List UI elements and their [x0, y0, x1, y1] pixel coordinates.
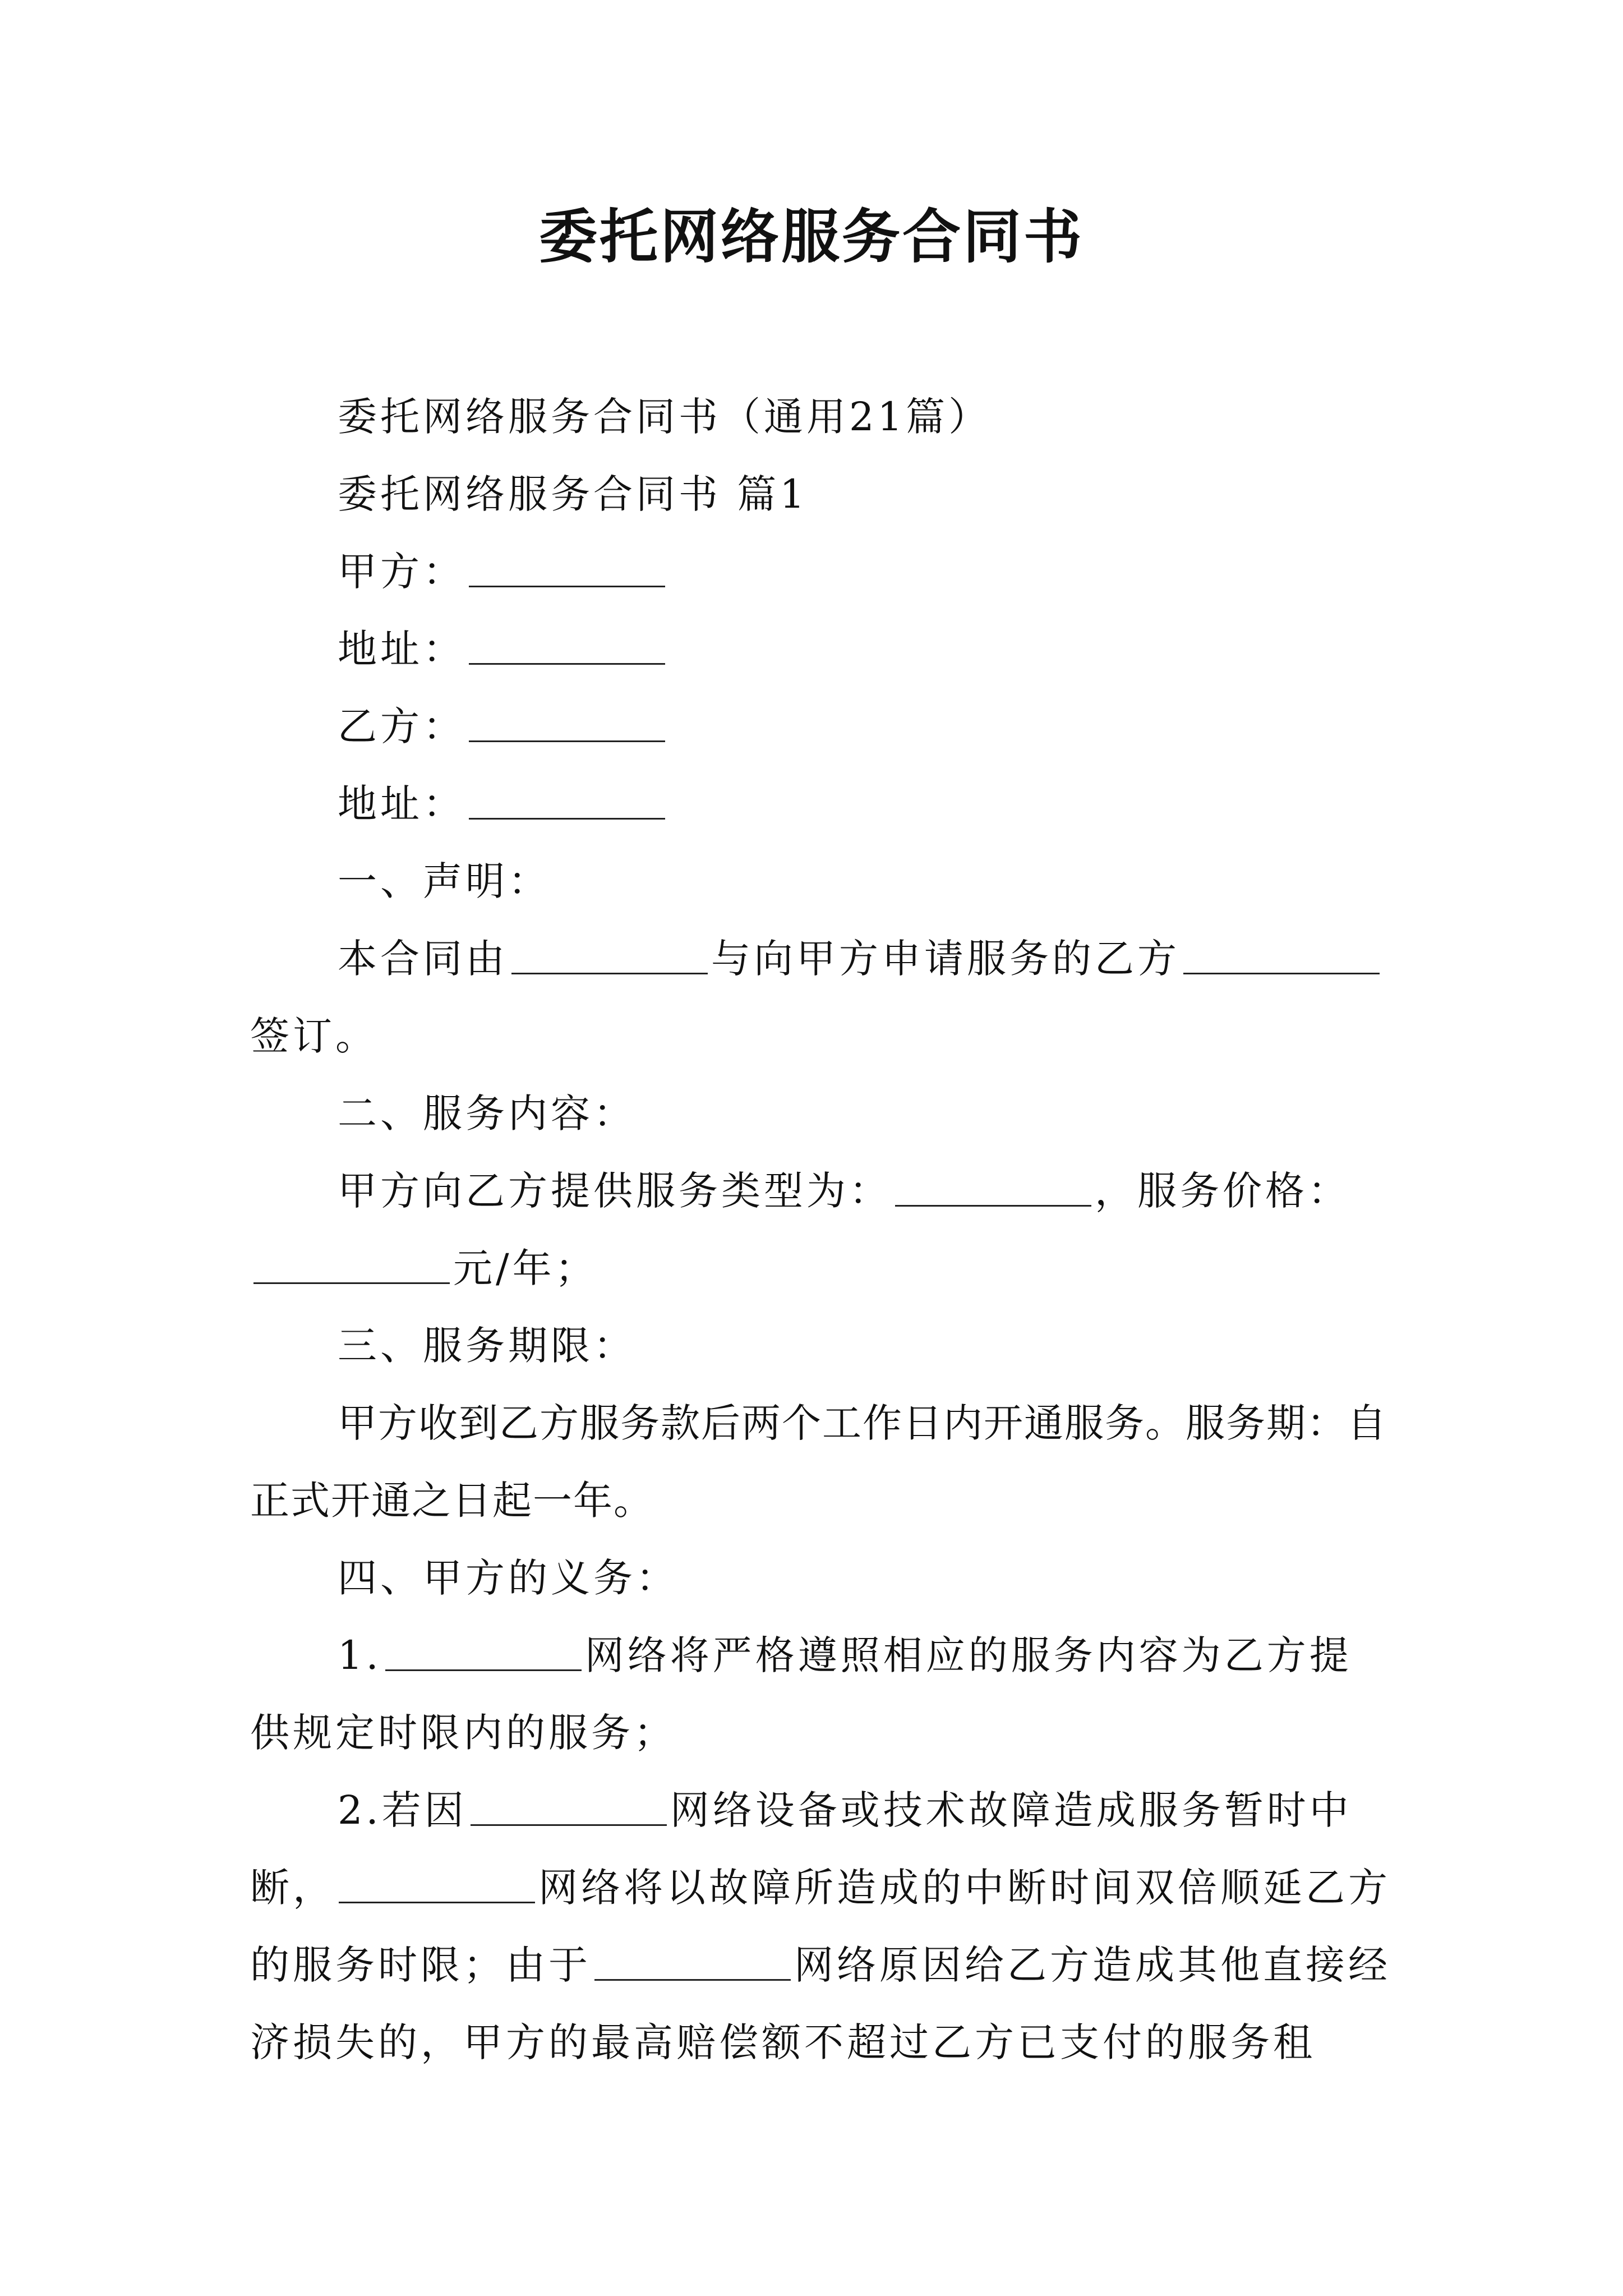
address-a-label: 地址：: [338, 626, 465, 672]
obligation-2-paragraph: [250, 1772, 1394, 2081]
service-term-paragraph: [250, 1384, 1394, 1539]
declaration-paragraph: [250, 920, 1394, 1075]
service-content-text-b: ，服务价格：: [1095, 1168, 1350, 1214]
obligation-1-text-a: 1.: [338, 1632, 382, 1678]
party-a-line: [250, 533, 1394, 610]
party-a-blank[interactable]: [469, 546, 665, 587]
section-2-heading: [250, 1075, 1394, 1152]
obligation-2-blank-3[interactable]: [594, 1940, 791, 1981]
section-4-heading: [250, 1539, 1394, 1617]
obligation-2-blank-2[interactable]: [339, 1862, 535, 1903]
party-b-line: [250, 688, 1394, 765]
address-b-blank[interactable]: [469, 779, 665, 820]
obligation-1-paragraph: [250, 1617, 1394, 1772]
obligation-2-text-a: 2.若因: [338, 1787, 467, 1833]
service-type-blank[interactable]: [895, 1166, 1091, 1207]
party-b-blank[interactable]: [469, 701, 665, 742]
collection-heading: [250, 378, 1394, 455]
section-4-text: 四、甲方的义务：: [338, 1555, 679, 1601]
obligation-2-text-c: 网络将以故障所造成的中断时间双倍顺延乙方的服务时限；由于: [250, 1865, 1391, 1988]
document-title: 委托网络服务合同书: [538, 202, 1084, 271]
address-a-blank[interactable]: [469, 624, 665, 665]
declaration-blank-1[interactable]: [511, 933, 708, 974]
section-3-text: 三、服务期限：: [338, 1323, 636, 1369]
section-3-heading: [250, 1307, 1394, 1384]
service-price-blank[interactable]: [253, 1243, 450, 1284]
obligation-2-blank-1[interactable]: [471, 1785, 667, 1826]
address-a-line: [250, 610, 1394, 688]
collection-heading-text: 委托网络服务合同书（通用21篇）: [338, 394, 992, 440]
section-1-text: 一、声明：: [338, 858, 551, 904]
piece-heading: [250, 455, 1394, 533]
party-a-label: 甲方：: [338, 549, 465, 595]
section-2-text: 二、服务内容：: [338, 1091, 636, 1137]
document-body: [250, 378, 1394, 2081]
address-b-line: [250, 765, 1394, 843]
service-content-text-a: 甲方向乙方提供服务类型为：: [338, 1168, 892, 1214]
service-content-text-c: 元/年；: [453, 1245, 598, 1291]
piece-heading-text: 委托网络服务合同书 篇1: [338, 471, 808, 517]
declaration-text-a: 本合同由: [338, 936, 508, 982]
declaration-text-c: 签订。: [250, 1013, 378, 1059]
service-term-text: 甲方收到乙方服务款后两个工作日内开通服务。服务期：自正式开通之日起一年。: [250, 1400, 1387, 1524]
obligation-1-text-b: 网络将严格遵照相应的服务内容为乙方提供规定时限内的服务；: [250, 1632, 1352, 1756]
declaration-blank-2[interactable]: [1183, 933, 1380, 974]
obligation-2-text-b: 网络设备或技术故障造成服务暂时中断，: [250, 1787, 1352, 1911]
address-b-label: 地址：: [338, 781, 465, 827]
declaration-text-b: 与向甲方申请服务的乙方: [711, 936, 1180, 982]
party-b-label: 乙方：: [338, 703, 465, 749]
obligation-1-blank[interactable]: [385, 1630, 582, 1671]
obligation-2-text-d: 网络原因给乙方造成其他直接经济损失的，甲方的最高赔偿额不超过乙方已支付的服务租: [250, 1942, 1391, 2065]
section-1-heading: [250, 843, 1394, 920]
service-content-paragraph: [250, 1152, 1394, 1307]
